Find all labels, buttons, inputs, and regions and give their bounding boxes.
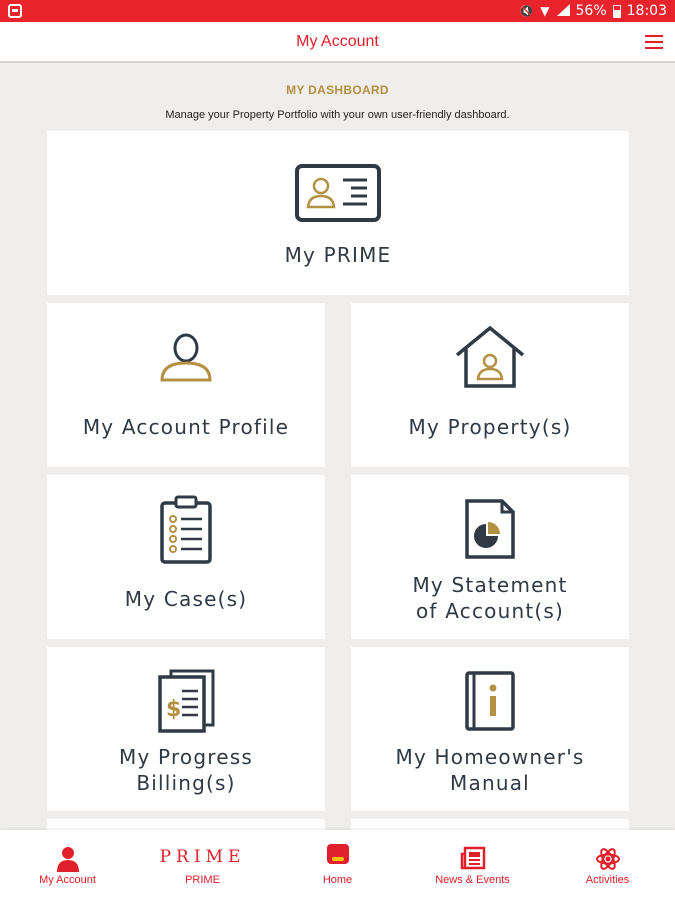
tile-label-line2: Billing(s) xyxy=(136,771,236,795)
newspaper-icon xyxy=(460,846,486,870)
app-bar xyxy=(0,22,675,63)
user-icon xyxy=(158,333,214,383)
clock: 18:03 xyxy=(626,3,667,19)
dashboard-heading: MY DASHBOARD xyxy=(286,83,389,97)
home-badge-icon xyxy=(327,844,349,864)
svg-text:$: $ xyxy=(166,697,182,722)
house-user-icon xyxy=(454,325,526,389)
atom-icon xyxy=(595,846,621,872)
nav-activities[interactable] xyxy=(540,830,675,900)
document-pie-chart-icon xyxy=(464,498,516,560)
id-card-icon xyxy=(295,164,381,222)
tile-account-profile[interactable] xyxy=(47,303,325,467)
tile-label: My PRIME xyxy=(284,243,392,267)
tile-cases[interactable] xyxy=(47,475,325,639)
nav-label: News & Events xyxy=(435,874,510,886)
user-icon xyxy=(56,846,80,872)
nav-home[interactable] xyxy=(270,830,405,900)
clipboard-icon xyxy=(159,495,213,565)
wifi-icon: ▼ xyxy=(540,4,550,18)
tile-my-prime[interactable] xyxy=(47,131,629,295)
tile-label: My Account Profile xyxy=(82,415,290,439)
notification-app-icon xyxy=(8,4,22,18)
status-bar xyxy=(0,0,675,22)
invoice-dollar-icon xyxy=(157,669,217,733)
nav-label: Home xyxy=(322,874,353,886)
tile-statement[interactable] xyxy=(351,475,629,639)
tile-label-line2: Manual xyxy=(450,771,530,795)
mute-icon: 🔇 xyxy=(519,4,535,18)
nav-label: Activities xyxy=(585,874,630,886)
tile-label-line2: of Account(s) xyxy=(415,599,564,623)
tile-homeowner-manual[interactable] xyxy=(351,647,629,811)
tile-label-line1: My Statement xyxy=(412,573,568,597)
tile-progress-billing[interactable] xyxy=(47,647,325,811)
tile-label: My Property(s) xyxy=(408,415,572,439)
page-title: My Account xyxy=(296,33,379,50)
nav-news-events[interactable] xyxy=(405,830,540,900)
nav-prime[interactable] xyxy=(135,830,270,900)
prime-logo: PRIME xyxy=(159,847,246,867)
tile-label-line1: My Homeowner's xyxy=(395,745,585,769)
nav-label: My Account xyxy=(39,874,96,886)
menu-icon[interactable] xyxy=(645,35,663,49)
nav-label: PRIME xyxy=(185,874,220,886)
signal-icon xyxy=(556,4,570,18)
tile-property[interactable] xyxy=(351,303,629,467)
tile-label-line1: My Progress xyxy=(118,745,253,769)
dashboard-subtitle: Manage your Property Portfolio with your own user-friendly dashboard. xyxy=(165,109,510,121)
tile-label: My Case(s) xyxy=(124,587,248,611)
bottom-nav xyxy=(0,830,675,900)
battery-percent: 56% xyxy=(575,3,607,19)
book-info-icon xyxy=(464,670,516,732)
nav-my-account[interactable] xyxy=(0,830,135,900)
battery-icon xyxy=(613,5,621,18)
